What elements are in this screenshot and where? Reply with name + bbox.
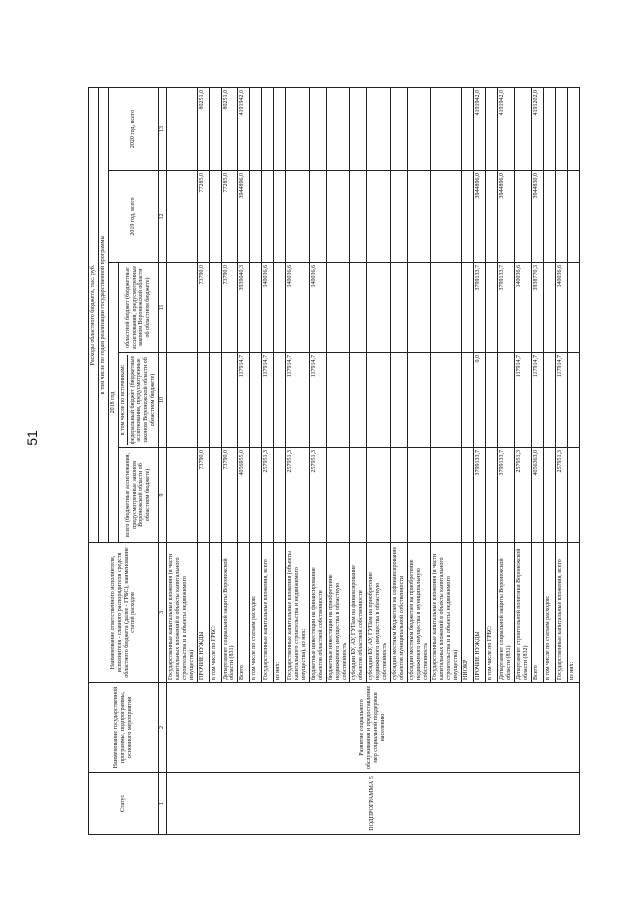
total-cell xyxy=(367,448,391,543)
y2020-cell xyxy=(567,87,579,170)
y2020-cell xyxy=(543,87,555,170)
y2020-cell xyxy=(431,87,462,170)
total-cell: 73790,0 xyxy=(221,448,238,543)
y2019-cell: 3944896,0 xyxy=(497,171,514,263)
header-regional: областной бюджет (бюджетные ассигнования, предусмотренные законом Воронежской области об областном бюджете) xyxy=(118,263,158,353)
federal-cell: 117914,7 xyxy=(555,353,567,448)
federal-cell: 117914,7 xyxy=(238,353,250,448)
y2020-cell: 4191942,0 xyxy=(473,87,485,170)
y2020-cell xyxy=(390,87,407,170)
row-label-cell: Государственные капитальные вложения, всего xyxy=(262,543,274,683)
y2020-cell: 4191202,0 xyxy=(531,87,543,170)
y2019-cell xyxy=(286,171,310,263)
row-label-cell: в том числе по ГРБС: xyxy=(485,543,497,683)
y2019-cell: 3944896,0 xyxy=(473,171,485,263)
row-label-cell: Всего xyxy=(531,543,543,683)
y2020-cell xyxy=(514,87,531,170)
header-2020: 2020 год, всего xyxy=(108,87,158,170)
total-cell xyxy=(274,448,286,543)
federal-cell: 117914,7 xyxy=(514,353,531,448)
regional-cell xyxy=(274,263,286,353)
regional-cell: 73790,0 xyxy=(197,263,209,353)
row-label-cell: ПРОЧИЕ НУЖДЫ xyxy=(197,543,209,683)
y2020-cell xyxy=(250,87,262,170)
row-label-cell: Государственные капитальные вложения (в части капитальных вложений в объекты капитального строительства и в объекты недвижимого имущества) xyxy=(167,543,198,683)
total-cell xyxy=(485,448,497,543)
page-number: 51 xyxy=(24,430,40,446)
column-index-cell: 9 xyxy=(159,448,167,543)
regional-cell xyxy=(390,263,407,353)
regional-cell xyxy=(167,263,198,353)
regional-cell: 3799133,7 xyxy=(497,263,514,353)
program-cell: Развитие социального обслуживания и предоставление мер социальной поддержки населению xyxy=(167,683,580,773)
federal-cell xyxy=(461,353,473,448)
row-label-cell: субсидии БУ, АУ, ГУПам на приобретение недвижимого имущества в областную собственность xyxy=(367,543,391,683)
federal-cell xyxy=(221,353,238,448)
header-by-years: в том числе по годам реализации государственной программы xyxy=(98,87,108,542)
total-cell xyxy=(431,448,462,543)
federal-cell xyxy=(485,353,497,448)
row-label-cell: субсидии БУ, АУ, ГУПам на финансирование объектов областной собственности xyxy=(350,543,367,683)
row-label-cell: бюджетные инвестиции на приобретение недвижимого имущества в областную собственность xyxy=(326,543,350,683)
regional-cell xyxy=(326,263,350,353)
row-label-cell: субсидии местным бюджетам на приобретение недвижимого имущества в муниципальную собственность xyxy=(407,543,431,683)
row-label-cell: НИОКР xyxy=(461,543,473,683)
y2020-cell: 80251,0 xyxy=(197,87,209,170)
y2019-cell xyxy=(390,171,407,263)
total-cell: 257951,3 xyxy=(310,448,327,543)
regional-cell xyxy=(485,263,497,353)
regional-cell: 3799133,7 xyxy=(473,263,485,353)
row-label-cell: Департамент строительной политики Воронежской области (832) xyxy=(514,543,531,683)
total-cell xyxy=(209,448,221,543)
column-index-cell: 12 xyxy=(159,171,167,263)
header-expenses: Расходы областного бюджета, тыс. руб. xyxy=(89,87,99,542)
y2020-cell xyxy=(167,87,198,170)
row-label-cell: в том числе по статьям расходов: xyxy=(250,543,262,683)
regional-cell: 140036,6 xyxy=(286,263,310,353)
y2019-cell xyxy=(407,171,431,263)
federal-cell xyxy=(431,353,462,448)
total-cell xyxy=(407,448,431,543)
federal-cell xyxy=(407,353,431,448)
y2019-cell xyxy=(367,171,391,263)
regional-cell xyxy=(367,263,391,353)
federal-cell: 117914,7 xyxy=(262,353,274,448)
federal-cell xyxy=(274,353,286,448)
column-index-cell: 10 xyxy=(159,353,167,448)
y2020-cell xyxy=(367,87,391,170)
total-cell xyxy=(543,448,555,543)
total-cell: 257951,3 xyxy=(286,448,310,543)
total-cell xyxy=(567,448,579,543)
regional-cell xyxy=(431,263,462,353)
y2019-cell: 3944830,0 xyxy=(531,171,543,263)
row-label-cell: Государственные капитальные вложения (объекты капитального строительства и недвижимого имущества), из них: xyxy=(286,543,310,683)
row-label-cell: в том числе по статьям расходов: xyxy=(543,543,555,683)
row-label-cell: из них: xyxy=(274,543,286,683)
table-body xyxy=(167,87,580,834)
y2020-cell: 4191942,0 xyxy=(238,87,250,170)
regional-cell: 3939040,3 xyxy=(238,263,250,353)
federal-cell: 0,0 xyxy=(473,353,485,448)
total-cell xyxy=(250,448,262,543)
header-federal-text: федеральный бюджет (бюджетные ассигнования, предусмотренные законом Воронежской области об областном бюджете) xyxy=(129,355,157,445)
row-label-cell: из них: xyxy=(567,543,579,683)
header-federal xyxy=(118,353,158,448)
y2020-cell xyxy=(262,87,274,170)
regional-cell: 73790,0 xyxy=(221,263,238,353)
regional-cell xyxy=(209,263,221,353)
y2019-cell xyxy=(274,171,286,263)
row-label-cell: Департамент социальной защиты Воронежской области (831) xyxy=(221,543,238,683)
regional-cell xyxy=(250,263,262,353)
total-cell: 257951,3 xyxy=(555,448,567,543)
y2020-cell xyxy=(555,87,567,170)
y2019-cell xyxy=(250,171,262,263)
y2019-cell xyxy=(209,171,221,263)
total-cell xyxy=(167,448,198,543)
y2020-cell xyxy=(286,87,310,170)
regional-cell xyxy=(567,263,579,353)
y2020-cell xyxy=(407,87,431,170)
column-index-cell: 2 xyxy=(159,683,167,773)
y2019-cell xyxy=(514,171,531,263)
federal-cell: 117914,7 xyxy=(286,353,310,448)
header-status: Статус xyxy=(89,773,159,835)
federal-cell xyxy=(326,353,350,448)
header-executor: Наименование ответственного исполнителя, исполнителя - главного распорядителя средств областного бюджета (далее - ГРБС), наименование статей расходов xyxy=(89,543,159,683)
regional-cell xyxy=(543,263,555,353)
header-year-2018: 2018 год xyxy=(108,263,118,543)
total-cell xyxy=(350,448,367,543)
row-label-cell: ПРОЧИЕ НУЖДЫ xyxy=(473,543,485,683)
budget-table xyxy=(88,87,580,835)
header-program: Наименование государственной программы, подпрограммы, основного мероприятия xyxy=(89,683,159,773)
federal-cell xyxy=(250,353,262,448)
y2020-cell xyxy=(310,87,327,170)
header-2019: 2019 год, всего xyxy=(108,171,158,263)
federal-cell xyxy=(567,353,579,448)
y2019-cell xyxy=(543,171,555,263)
total-cell: 3799133,7 xyxy=(473,448,485,543)
y2020-cell: 80251,0 xyxy=(221,87,238,170)
federal-cell xyxy=(390,353,407,448)
header-incl: в том числе по источникам: xyxy=(120,355,128,445)
federal-cell xyxy=(197,353,209,448)
y2019-cell xyxy=(461,171,473,263)
federal-cell xyxy=(167,353,198,448)
regional-cell: 3938770,3 xyxy=(531,263,543,353)
y2019-cell xyxy=(485,171,497,263)
column-index-cell: 11 xyxy=(159,263,167,353)
y2020-cell xyxy=(350,87,367,170)
status-cell: ПОДПРОГРАММА 5 xyxy=(167,773,580,835)
row-label-cell: Всего xyxy=(238,543,250,683)
regional-cell: 140036,6 xyxy=(262,263,274,353)
row-label-cell: субсидии местным бюджетам на софинансирование объектов муниципальной собственности xyxy=(390,543,407,683)
row-label-cell: Государственные капитальные вложения, всего xyxy=(555,543,567,683)
federal-cell xyxy=(497,353,514,448)
y2019-cell xyxy=(567,171,579,263)
table-row xyxy=(167,87,198,834)
header-total-budget: всего (бюджетные ассигнования, предусмотренные законом Воронежской области об областном бюджете) xyxy=(118,448,158,543)
y2019-cell xyxy=(431,171,462,263)
federal-cell: 117914,7 xyxy=(531,353,543,448)
y2020-cell xyxy=(485,87,497,170)
regional-cell xyxy=(350,263,367,353)
federal-cell xyxy=(350,353,367,448)
federal-cell xyxy=(209,353,221,448)
y2019-cell: 3944896,0 xyxy=(238,171,250,263)
budget-table-container xyxy=(88,88,575,835)
total-cell: 257951,3 xyxy=(262,448,274,543)
total-cell: 4056363,0 xyxy=(531,448,543,543)
y2020-cell xyxy=(326,87,350,170)
row-label-cell: бюджетные инвестиции на финансирование объектов областной собственности xyxy=(310,543,327,683)
y2019-cell: 77285,0 xyxy=(221,171,238,263)
column-index-cell: 13 xyxy=(159,87,167,170)
y2020-cell xyxy=(209,87,221,170)
y2019-cell: 77285,0 xyxy=(197,171,209,263)
y2019-cell xyxy=(350,171,367,263)
y2020-cell xyxy=(461,87,473,170)
row-label-cell: Департамент социальной защиты Воронежской области (831) xyxy=(497,543,514,683)
total-cell: 73790,0 xyxy=(197,448,209,543)
regional-cell: 140036,6 xyxy=(555,263,567,353)
y2019-cell xyxy=(326,171,350,263)
total-cell xyxy=(461,448,473,543)
y2019-cell xyxy=(310,171,327,263)
federal-cell xyxy=(367,353,391,448)
row-label-cell: Государственные капитальные вложения (в части капитальных вложений в объекты капитального строительства и в объекты недвижимого имущества) xyxy=(431,543,462,683)
y2019-cell xyxy=(167,171,198,263)
column-index-row xyxy=(159,87,167,834)
y2020-cell: 4191942,0 xyxy=(497,87,514,170)
y2019-cell xyxy=(262,171,274,263)
total-cell xyxy=(326,448,350,543)
regional-cell xyxy=(461,263,473,353)
total-cell: 4056955,0 xyxy=(238,448,250,543)
column-index-cell: 3 xyxy=(159,543,167,683)
regional-cell: 140036,6 xyxy=(310,263,327,353)
column-index-cell: 1 xyxy=(159,773,167,835)
total-cell xyxy=(390,448,407,543)
federal-cell xyxy=(543,353,555,448)
row-label-cell: в том числе по ГРБС: xyxy=(209,543,221,683)
y2019-cell xyxy=(555,171,567,263)
regional-cell: 140036,6 xyxy=(514,263,531,353)
y2020-cell xyxy=(274,87,286,170)
total-cell: 3799133,7 xyxy=(497,448,514,543)
total-cell: 257951,3 xyxy=(514,448,531,543)
federal-cell: 117914,7 xyxy=(310,353,327,448)
regional-cell xyxy=(407,263,431,353)
